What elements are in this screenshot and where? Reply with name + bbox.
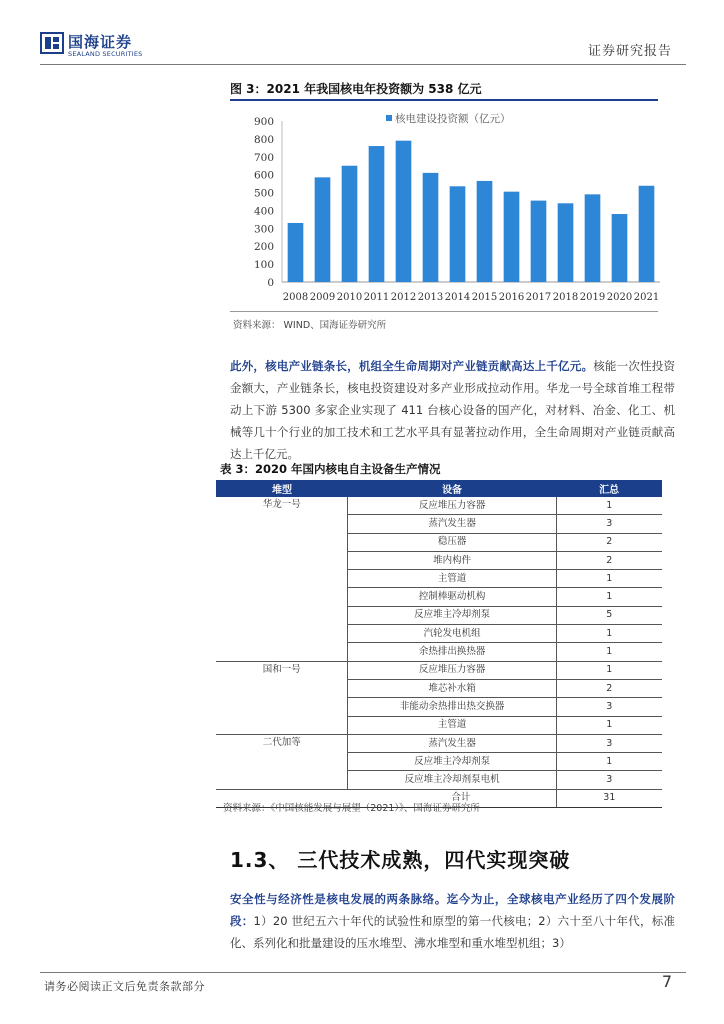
cell-reactor-type: 国和一号 <box>262 663 301 675</box>
cell-equipment: 控制棒驱动机构 <box>348 588 556 606</box>
cell-count: 1 <box>556 643 662 661</box>
bar-2016 <box>504 192 520 282</box>
header-divider <box>40 64 686 65</box>
table-row <box>216 515 662 533</box>
legend-label: 核电建设投资额（亿元） <box>395 113 511 125</box>
bar-2011 <box>369 146 385 282</box>
cell-count: 1 <box>556 588 662 606</box>
x-tick-label: 2018 <box>552 292 579 303</box>
figure-source-rule <box>230 311 658 312</box>
bar-2009 <box>315 177 331 282</box>
cell-equipment: 汽轮发电机组 <box>348 625 556 643</box>
y-tick-label: 100 <box>253 259 274 272</box>
x-tick-label: 2014 <box>444 292 471 303</box>
section-heading: 1.3、 三代技术成熟，四代实现突破 <box>230 848 571 872</box>
cell-reactor-type <box>216 551 348 569</box>
header-total: 汇总 <box>556 480 662 497</box>
cell-count: 1 <box>556 753 662 771</box>
x-tick-label: 2015 <box>471 292 498 303</box>
table-row <box>216 533 662 551</box>
cell-equipment: 余热排出换热器 <box>348 643 556 661</box>
bar-2017 <box>531 201 547 282</box>
bar-2008 <box>288 223 304 282</box>
table-row <box>216 716 662 734</box>
cell-equipment: 蒸汽发生器 <box>348 734 556 752</box>
x-tick-label: 2016 <box>498 292 525 303</box>
cell-equipment: 堆内构件 <box>348 551 556 569</box>
y-tick-label: 800 <box>253 133 274 146</box>
cell-equipment: 反应堆压力容器 <box>348 661 556 679</box>
bar-2019 <box>585 194 601 282</box>
x-tick-label: 2019 <box>579 292 606 303</box>
cell-count: 2 <box>556 551 662 569</box>
cell-equipment: 反应堆主冷却剂泵 <box>348 753 556 771</box>
cell-count: 3 <box>556 515 662 533</box>
bar-2014 <box>450 186 466 282</box>
x-tick-label: 2008 <box>282 292 309 303</box>
investment-bar-chart <box>230 104 670 310</box>
figure-title-rule <box>230 99 658 101</box>
table-row <box>216 643 662 661</box>
cell-equipment: 蒸汽发生器 <box>348 515 556 533</box>
cell-count: 1 <box>556 570 662 588</box>
y-tick-label: 400 <box>253 205 274 218</box>
chart-legend <box>386 112 511 125</box>
cell-reactor-type <box>216 698 348 716</box>
cell-reactor-type: 华龙一号 <box>262 499 301 510</box>
table-row <box>216 570 662 588</box>
cell-equipment: 主管道 <box>348 570 556 588</box>
total-value: 31 <box>556 789 662 807</box>
table-row <box>216 771 662 789</box>
table-row <box>216 734 662 752</box>
equipment-table <box>216 480 662 808</box>
cell-reactor-type <box>216 716 348 734</box>
table-row <box>216 497 662 515</box>
logo-text: 国海证券 <box>68 33 133 51</box>
x-tick-label: 2021 <box>633 292 660 303</box>
cell-reactor-type <box>216 771 348 789</box>
cell-count: 3 <box>556 698 662 716</box>
bar-2010 <box>342 166 358 282</box>
cell-equipment: 反应堆压力容器 <box>348 497 556 515</box>
cell-equipment: 堆芯补水箱 <box>348 679 556 697</box>
cell-reactor-type <box>216 679 348 697</box>
cell-count: 1 <box>556 497 662 515</box>
x-tick-label: 2011 <box>363 292 390 303</box>
bar-2018 <box>558 203 574 282</box>
logo-icon <box>40 32 64 54</box>
y-tick-label: 900 <box>253 116 274 128</box>
header-equipment: 设备 <box>348 480 556 497</box>
table-row <box>216 551 662 569</box>
cell-count: 5 <box>556 606 662 624</box>
cell-count: 1 <box>556 625 662 643</box>
company-logo <box>40 28 160 62</box>
page-number: 7 <box>661 972 672 991</box>
legend-swatch <box>386 115 392 121</box>
figure-title: 图 3：2021 年我国核电年投资额为 538 亿元 <box>230 82 482 96</box>
paragraph-2-lead: 安全性与经济性是核电发展的两条脉络。迄今为止，全球核电产业经历了四个发展阶段： <box>230 892 675 928</box>
y-tick-label: 700 <box>253 151 274 164</box>
header-reactor-type: 堆型 <box>216 480 348 497</box>
bar-2012 <box>396 141 412 282</box>
cell-reactor-type <box>216 570 348 588</box>
paragraph-1-text: 核能一次性投资金额大，产业链条长，核电投资建设对多产业形成拉动作用。华龙一号全球首堆工程带动上下游 5300 多家企业实现了 411 台核心设备的国产化，对材料、冶金、化工、机械等几十个行业的加工技术和工艺水平具有显著拉动作用，全生命周期对产业链贡献高达上千亿元。 <box>230 359 676 461</box>
x-tick-label: 2017 <box>525 292 552 303</box>
x-tick-label: 2009 <box>309 292 336 303</box>
figure-source: 资料来源： WIND、国海证券研究所 <box>233 320 387 331</box>
cell-reactor-type <box>216 588 348 606</box>
cell-equipment: 非能动余热排出热交换器 <box>348 698 556 716</box>
table-row <box>216 588 662 606</box>
table-row <box>216 698 662 716</box>
cell-equipment: 主管道 <box>348 716 556 734</box>
cell-reactor-type <box>216 606 348 624</box>
table-title: 表 3：2020 年国内核电自主设备生产情况 <box>220 462 441 476</box>
cell-equipment: 稳压器 <box>348 533 556 551</box>
total-label: 合计 <box>216 789 556 807</box>
x-tick-label: 2020 <box>606 292 633 303</box>
cell-reactor-type <box>216 643 348 661</box>
bar-2013 <box>423 173 439 282</box>
report-type-label: 证券研究报告 <box>587 44 672 59</box>
x-tick-label: 2013 <box>417 292 444 303</box>
body-paragraph-2 <box>230 888 675 954</box>
cell-reactor-type: 二代加等 <box>262 736 301 748</box>
y-tick-label: 600 <box>253 169 274 182</box>
y-tick-label: 300 <box>253 223 274 236</box>
bar-2020 <box>612 214 628 282</box>
cell-equipment: 反应堆主冷却剂泵电机 <box>348 771 556 789</box>
paragraph-2-text: 1）20 世纪五六十年代的试验性和原型的第一代核电；2）六十至八十年代，标准化、系列化和批量建设的压水堆型、沸水堆型和重水堆型机组；3） <box>230 914 676 950</box>
y-tick-label: 200 <box>253 241 274 254</box>
bar-2021 <box>639 186 655 282</box>
cell-count: 2 <box>556 533 662 551</box>
table-row <box>216 679 662 697</box>
cell-reactor-type <box>216 533 348 551</box>
cell-count: 1 <box>556 661 662 679</box>
cell-count: 3 <box>556 771 662 789</box>
cell-count: 1 <box>556 716 662 734</box>
cell-equipment: 反应堆主冷却剂泵 <box>348 606 556 624</box>
cell-reactor-type <box>216 625 348 643</box>
cell-reactor-type <box>216 515 348 533</box>
y-tick-label: 500 <box>253 187 274 200</box>
cell-reactor-type <box>216 753 348 771</box>
table-header-row <box>216 480 662 497</box>
table-row <box>216 753 662 771</box>
x-tick-label: 2012 <box>390 292 417 303</box>
y-tick-label: 0 <box>267 277 274 289</box>
table-row <box>216 661 662 679</box>
cell-count: 3 <box>556 734 662 752</box>
table-row <box>216 625 662 643</box>
footer-divider <box>40 972 686 973</box>
x-tick-label: 2010 <box>336 292 363 303</box>
table-source: 资料来源：《中国核能发展与展望（2021）》、国海证券研究所 <box>223 803 480 814</box>
paragraph-1-lead: 此外，核电产业链条长，机组全生命周期对产业链贡献高达上千亿元。 <box>230 359 594 373</box>
bar-2015 <box>477 181 493 282</box>
footer-disclaimer: 请务必阅读正文后免责条款部分 <box>44 980 205 993</box>
table-row <box>216 606 662 624</box>
logo-subtext: SEALAND SECURITIES <box>68 50 143 58</box>
body-paragraph-1 <box>230 355 675 465</box>
cell-count: 2 <box>556 679 662 697</box>
